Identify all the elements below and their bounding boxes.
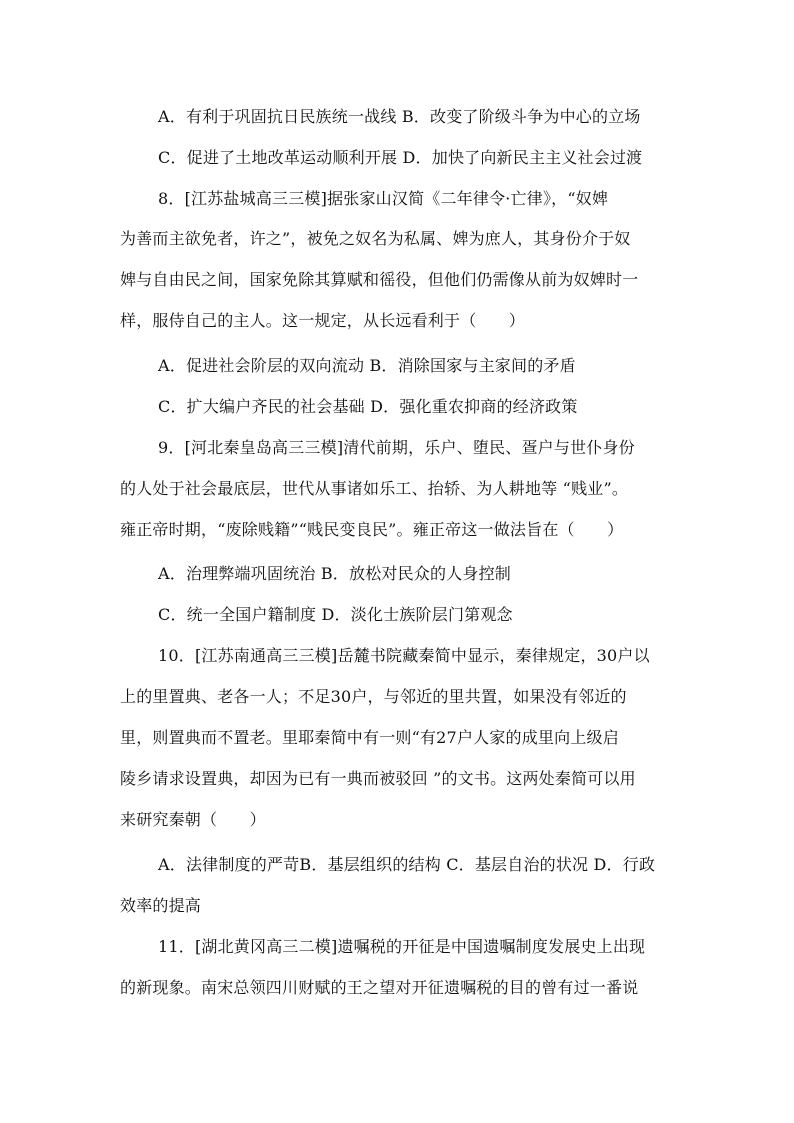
question-9-line-1: 9．[河北秦皇岛高三三模]清代前期，乐户、堕民、疍户与世仆身份 [158, 438, 635, 457]
question-10-line-4: 陵乡请求设置典，却因为已有一典而被驳回 ”的文书。这两处秦简可以用 [120, 769, 636, 788]
option-line-continued: 效率的提高 [120, 896, 202, 915]
question-8-line-1: 8．[江苏盐城高三三模]据张家山汉简《二年律令·亡律》，“奴婢 [158, 189, 609, 208]
question-10-line-3: 里，则置典而不置老。里耶秦简中有一则“有27户人家的成里向上级启 [120, 728, 619, 747]
option-line: A．法律制度的严苛B．基层组织的结构 C．基层自治的状况 D．行政 [158, 855, 656, 874]
option-line: A．有利于巩固抗日民族统一战线 B．改变了阶级斗争为中心的立场 [158, 107, 641, 126]
question-10-line-1: 10．[江苏南通高三三模]岳麓书院藏秦简中显示，秦律规定，30户以 [158, 646, 650, 665]
option-line: C．促进了土地改革运动顺利开展 D．加快了向新民主主义社会过渡 [158, 148, 643, 167]
question-8-line-2: 为善而主欲免者，许之”，被免之奴名为私属、婢为庶人，其身份介于奴 [120, 229, 631, 248]
question-10-line-2: 上的里置典、老各一人；不足30户，与邻近的里共置，如果没有邻近的 [120, 687, 627, 706]
question-10-line-5: 来研究秦朝（ ） [120, 810, 266, 829]
question-11-line-1: 11．[湖北黄冈高三二模]遗嘱税的开征是中国遗嘱制度发展史上出现 [158, 937, 646, 956]
question-8-line-4: 样，服侍自己的主人。这一规定，从长远看利于（ ） [120, 311, 526, 330]
option-line: C．扩大编户齐民的社会基础 D．强化重农抑商的经济政策 [158, 397, 578, 416]
option-line: A．促进社会阶层的双向流动 B．消除国家与主家间的矛盾 [158, 356, 576, 375]
option-line: A．治理弊端巩固统治 B．放松对民众的人身控制 [158, 564, 511, 583]
option-line: C．统一全国户籍制度 D．淡化士族阶层门第观念 [158, 605, 513, 624]
question-11-line-2: 的新现象。南宋总领四川财赋的王之望对开征遗嘱税的目的曾有过一番说 [120, 978, 639, 997]
question-9-line-3: 雍正帝时期，“废除贱籍”“贱民变良民”。雍正帝这一做法旨在（ ） [120, 520, 624, 539]
question-8-line-3: 婢与自由民之间，国家免除其算赋和徭役，但他们仍需像从前为奴婢时一 [120, 270, 639, 289]
question-9-line-2: 的人处于社会最底层，世代从事诸如乐工、抬轿、为人耕地等 “贱业”。 [120, 479, 629, 498]
